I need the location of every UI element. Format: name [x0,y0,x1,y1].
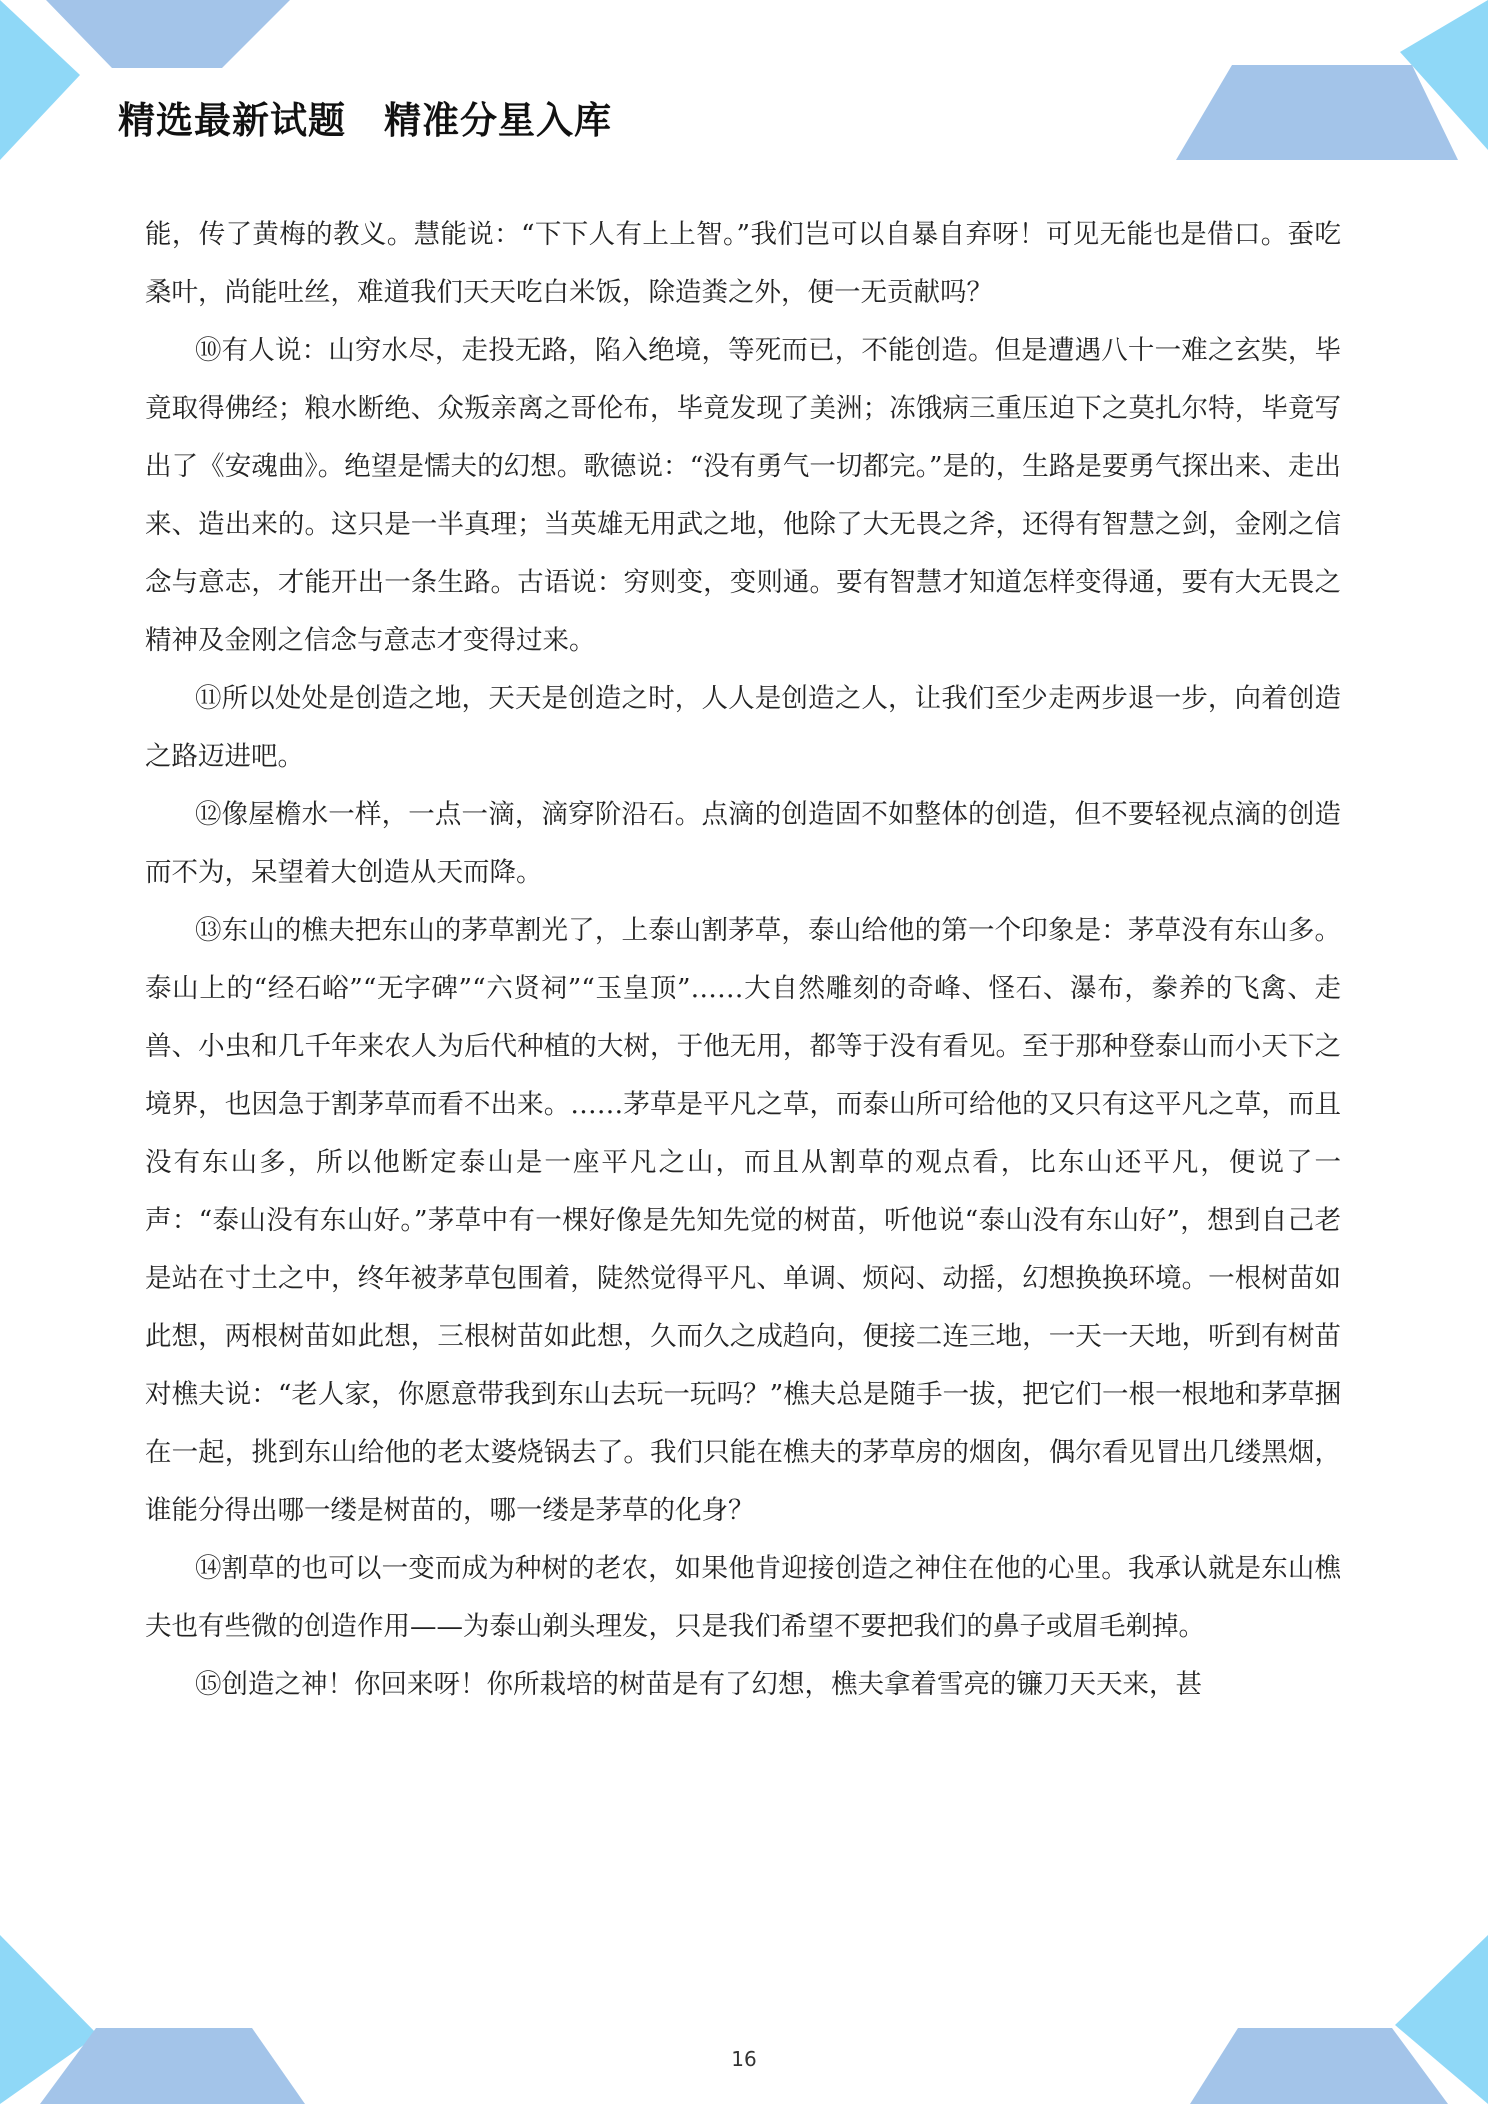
article-body [145,206,1341,1714]
header-title: 精选最新试题 精准分星入库 [118,99,612,142]
top-left-blue-trapezoid [46,0,290,68]
top-left-cyan-triangle [0,0,80,160]
paragraph-13: ⑬东山的樵夫把东山的茅草割光了，上泰山割茅草，泰山给他的第一个印象是：茅草没有东山多。泰山上的“经石峪”“无字碑”“六贤祠”“玉皇顶”……大自然雕刻的奇峰、怪石、瀑布，豢养的飞禽、走兽、小虫和几千年来农人为后代种植的大树，于他无用，都等于没有看见。至于那种登泰山而小天下之境界，也因急于割茅草而看不出来。……茅草是平凡之草，而泰山所可给他的又只有这平凡之草，而且没有东山多，所以他断定泰山是一座平凡之山，而且从割草的观点看，比东山还平凡，便说了一声：“泰山没有东山好。”茅草中有一棵好像是先知先觉的树苗，听他说“泰山没有东山好”，想到自己老是站在寸土之中，终年被茅草包围着，陡然觉得平凡、单调、烦闷、动摇，幻想换换环境。一根树苗如此想，两根树苗如此想，三根树苗如此想，久而久之成趋向，便接二连三地，一天一天地，听到有树苗对樵夫说：“老人家，你愿意带我到东山去玩一玩吗？”樵夫总是随手一拔，把它们一根一根地和茅草捆在一起，挑到东山给他的老太婆烧锅去了。我们只能在樵夫的茅草房的烟囱，偶尔看见冒出几缕黑烟，谁能分得出哪一缕是树苗的，哪一缕是茅草的化身？ [145,915,1341,1526]
paragraph-14: ⑭割草的也可以一变而成为种树的老农，如果他肯迎接创造之神住在他的心里。我承认就是东山樵夫也有些微的创造作用——为泰山剃头理发，只是我们希望不要把我们的鼻子或眉毛剃掉。 [145,1553,1341,1642]
paragraph-continued: 能，传了黄梅的教义。慧能说：“下下人有上上智。”我们岂可以自暴自弃呀！可见无能也是借口。蚕吃桑叶，尚能吐丝，难道我们天天吃白米饭，除造粪之外，便一无贡献吗？ [145,219,1341,308]
paragraph-10: ⑩有人说：山穷水尽，走投无路，陷入绝境，等死而已，不能创造。但是遭遇八十一难之玄奘，毕竟取得佛经；粮水断绝、众叛亲离之哥伦布，毕竟发现了美洲；冻饿病三重压迫下之莫扎尔特，毕竟写出了《安魂曲》。绝望是懦夫的幻想。歌德说：“没有勇气一切都完。”是的，生路是要勇气探出来、走出来、造出来的。这只是一半真理；当英雄无用武之地，他除了大无畏之斧，还得有智慧之剑，金刚之信念与意志，才能开出一条生路。古语说：穷则变，变则通。要有智慧才知道怎样变得通，要有大无畏之精神及金刚之信念与意志才变得过来。 [145,335,1341,656]
paragraph-11: ⑪所以处处是创造之地，天天是创造之时，人人是创造之人，让我们至少走两步退一步，向着创造之路迈进吧。 [145,683,1341,772]
top-right-blue-trapezoid [1176,65,1458,160]
paragraph-12: ⑫像屋檐水一样，一点一滴，滴穿阶沿石。点滴的创造固不如整体的创造，但不要轻视点滴的创造而不为，呆望着大创造从天而降。 [145,799,1341,888]
paragraph-15: ⑮创造之神！你回来呀！你所栽培的树苗是有了幻想，樵夫拿着雪亮的镰刀天天来，甚 [195,1669,1202,1700]
page-number: 16 [731,2047,757,2071]
